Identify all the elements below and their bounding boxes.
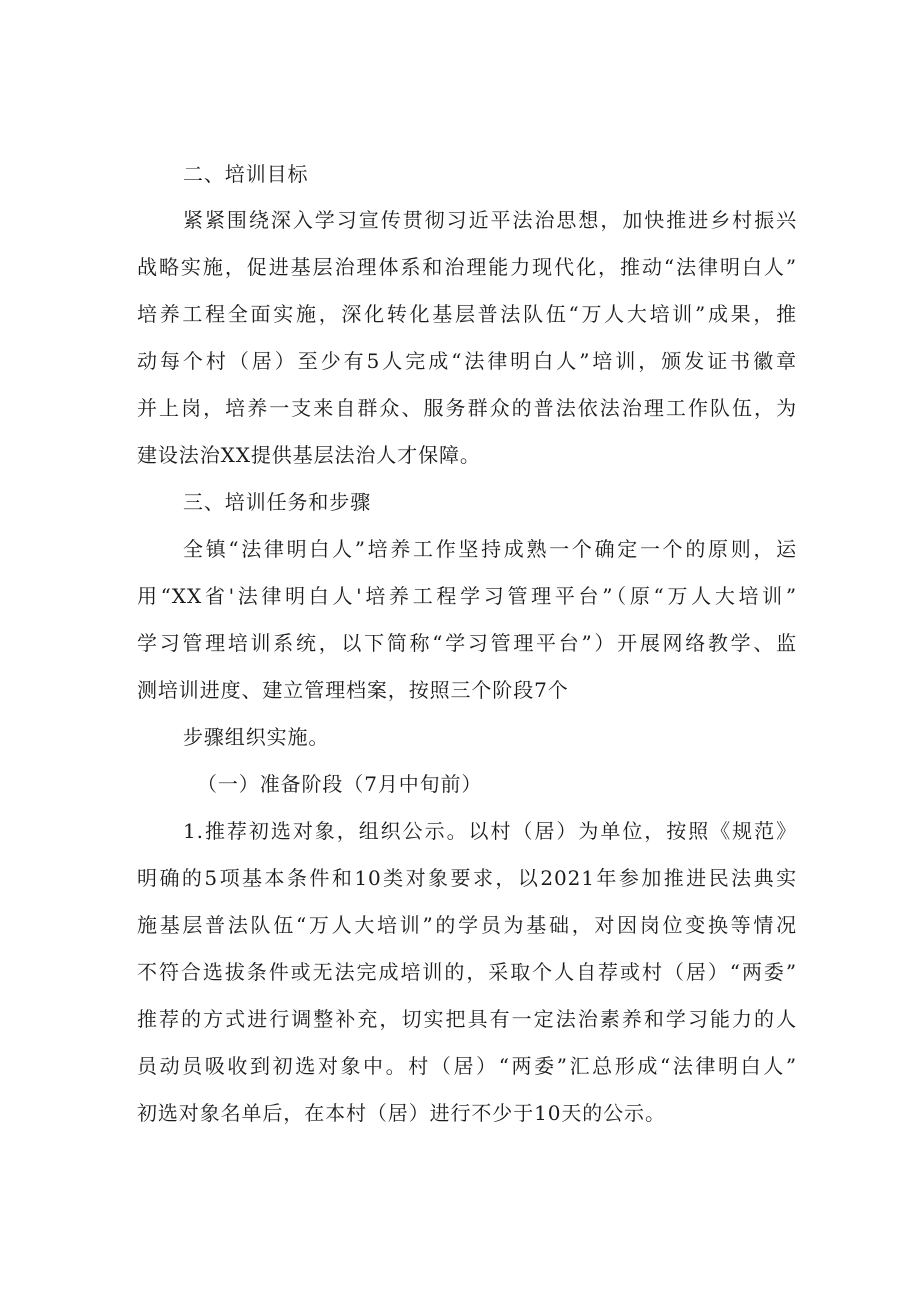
paragraph-line: 学习管理培训系统，以下简称“学习管理平台”）开展网络教学、监 [137,631,797,655]
paragraph-line: 明确的5项基本条件和10类对象要求，以2021年参加推进民法典实 [137,866,797,890]
heading-training-goal: 二、培训目标 [183,162,309,186]
paragraph-line: 员动员吸收到初选对象中。村（居）“两委”汇总形成“法律明白人” [137,1054,797,1078]
paragraph-line: 1.推荐初选对象，组织公示。以村（居）为单位，按照《规范》 [183,819,797,843]
paragraph-line: 建设法治XX提供基层法治人才保障。 [137,443,481,467]
paragraph-line: 不符合选拔条件或无法完成培训的，采取个人自荐或村（居）“两委” [137,960,797,984]
paragraph-line: 并上岗，培养一支来自群众、服务群众的普法依法治理工作队伍，为 [137,396,797,420]
paragraph-line: 测培训进度、建立管理档案，按照三个阶段7个 [137,678,569,702]
paragraph-line: 初选对象名单后，在本村（居）进行不少于10天的公示。 [137,1101,666,1125]
paragraph-line: 战略实施，促进基层治理体系和治理能力现代化，推动“法律明白人” [137,255,797,279]
paragraph-line: 培养工程全面实施，深化转化基层普法队伍“万人大培训”成果，推 [137,302,797,326]
paragraph-line: 步骤组织实施。 [183,725,330,749]
paragraph-line: 动每个村（居）至少有5人完成“法律明白人”培训，颁发证书徽章 [137,349,797,373]
paragraph-line: 施基层普法队伍“万人大培训”的学员为基础，对因岗位变换等情况 [137,913,797,937]
paragraph-line: 紧紧围绕深入学习宣传贯彻习近平法治思想，加快推进乡村振兴 [183,208,797,232]
paragraph-line: 用“XX省'法律明白人'培养工程学习管理平台”（原“万人大培训” [137,584,797,608]
paragraph-line: 全镇“法律明白人”培养工作坚持成熟一个确定一个的原则，运 [183,537,797,561]
heading-training-tasks: 三、培训任务和步骤 [183,490,372,514]
subheading-preparation-stage: （一）准备阶段（7月中旬前） [197,772,483,796]
paragraph-line: 推荐的方式进行调整补充，切实把具有一定法治素养和学习能力的人 [137,1007,797,1031]
